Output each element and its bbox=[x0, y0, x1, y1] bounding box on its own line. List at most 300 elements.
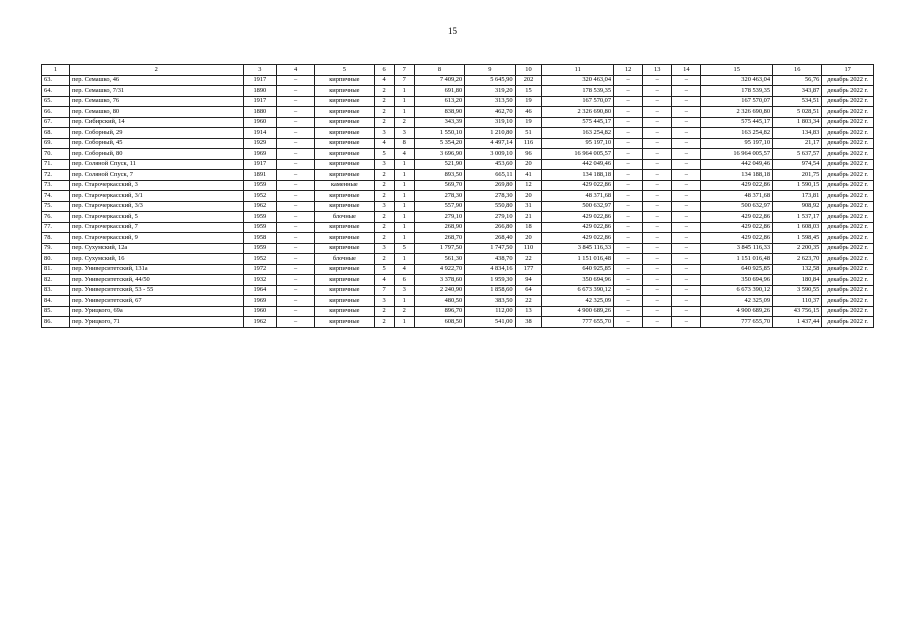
cell-unit-cost: 56,76 bbox=[773, 75, 822, 86]
cell-number: 78. bbox=[42, 233, 70, 244]
cell-residents: 64 bbox=[515, 285, 542, 296]
cell-number: 82. bbox=[42, 275, 70, 286]
cell-entrances: 2 bbox=[394, 306, 414, 317]
cell-entrances: 1 bbox=[394, 317, 414, 328]
cell-residents: 22 bbox=[515, 254, 542, 265]
cell-reconstruction-year: – bbox=[277, 191, 315, 202]
table-row bbox=[42, 75, 874, 86]
cell-floors: 3 bbox=[374, 201, 394, 212]
cell-wall-material: кирпичные bbox=[315, 117, 374, 128]
cell-unit-cost: 1 437,44 bbox=[773, 317, 822, 328]
cell-living-area: 268,40 bbox=[465, 233, 515, 244]
cell-address: пер. Урицкого, 69а bbox=[69, 306, 243, 317]
cell-entrances: 1 bbox=[394, 170, 414, 181]
cell-residents: 177 bbox=[515, 264, 542, 275]
cell-deadline: декабрь 2022 г. bbox=[822, 191, 874, 202]
cell-cost-col13: – bbox=[643, 201, 672, 212]
cell-deadline: декабрь 2022 г. bbox=[822, 306, 874, 317]
cell-unit-cost: 134,83 bbox=[773, 128, 822, 139]
cell-floors: 2 bbox=[374, 306, 394, 317]
cell-entrances: 1 bbox=[394, 180, 414, 191]
cell-total-area: 4 922,70 bbox=[414, 264, 464, 275]
cell-cost-col15: 16 964 005,57 bbox=[701, 149, 773, 160]
cell-floors: 2 bbox=[374, 191, 394, 202]
cell-number: 81. bbox=[42, 264, 70, 275]
cell-year: 1959 bbox=[243, 212, 277, 223]
cell-floors: 7 bbox=[374, 285, 394, 296]
cell-cost-col13: – bbox=[643, 254, 672, 265]
cell-deadline: декабрь 2022 г. bbox=[822, 170, 874, 181]
table-header-row bbox=[42, 65, 874, 76]
cell-unit-cost: 110,37 bbox=[773, 296, 822, 307]
header-cell-address: 2 bbox=[69, 65, 243, 76]
header-cell-cost-col12: 12 bbox=[614, 65, 643, 76]
header-cell-unit-cost: 16 bbox=[773, 65, 822, 76]
cell-cost-col15: 429 022,86 bbox=[701, 212, 773, 223]
cell-cost-col14: – bbox=[672, 86, 701, 97]
cell-year: 1952 bbox=[243, 254, 277, 265]
table-row bbox=[42, 222, 874, 233]
cell-cost-col13: – bbox=[643, 159, 672, 170]
cell-residents: 18 bbox=[515, 222, 542, 233]
cell-total-area: 343,39 bbox=[414, 117, 464, 128]
cell-cost-col12: – bbox=[614, 138, 643, 149]
cell-wall-material: кирпичные bbox=[315, 296, 374, 307]
cell-living-area: 4 497,14 bbox=[465, 138, 515, 149]
cell-cost-col12: – bbox=[614, 275, 643, 286]
cell-cost-col15: 429 022,86 bbox=[701, 222, 773, 233]
table-row bbox=[42, 107, 874, 118]
cell-address: пер. Старочеркасский, 9 bbox=[69, 233, 243, 244]
cell-entrances: 4 bbox=[394, 149, 414, 160]
cell-unit-cost: 201,75 bbox=[773, 170, 822, 181]
cell-address: пер. Семашко, 80 bbox=[69, 107, 243, 118]
cell-cost-col15: 4 900 689,26 bbox=[701, 306, 773, 317]
cell-total-cost: 1 151 016,48 bbox=[542, 254, 614, 265]
cell-deadline: декабрь 2022 г. bbox=[822, 86, 874, 97]
cell-residents: 20 bbox=[515, 159, 542, 170]
cell-reconstruction-year: – bbox=[277, 86, 315, 97]
header-cell-number: 1 bbox=[42, 65, 70, 76]
cell-cost-col13: – bbox=[643, 149, 672, 160]
cell-residents: 41 bbox=[515, 170, 542, 181]
cell-cost-col15: 2 326 690,80 bbox=[701, 107, 773, 118]
cell-reconstruction-year: – bbox=[277, 128, 315, 139]
header-cell-wall-material: 5 bbox=[315, 65, 374, 76]
header-cell-cost-col15: 15 bbox=[701, 65, 773, 76]
cell-floors: 3 bbox=[374, 128, 394, 139]
table-row bbox=[42, 191, 874, 202]
cell-deadline: декабрь 2022 г. bbox=[822, 296, 874, 307]
table-row bbox=[42, 306, 874, 317]
cell-residents: 110 bbox=[515, 243, 542, 254]
cell-living-area: 4 834,16 bbox=[465, 264, 515, 275]
cell-unit-cost: 5 637,57 bbox=[773, 149, 822, 160]
cell-cost-col12: – bbox=[614, 296, 643, 307]
cell-unit-cost: 974,54 bbox=[773, 159, 822, 170]
cell-floors: 5 bbox=[374, 149, 394, 160]
cell-reconstruction-year: – bbox=[277, 254, 315, 265]
cell-cost-col14: – bbox=[672, 149, 701, 160]
cell-living-area: 319,20 bbox=[465, 86, 515, 97]
cell-number: 68. bbox=[42, 128, 70, 139]
cell-reconstruction-year: – bbox=[277, 317, 315, 328]
cell-cost-col15: 163 254,82 bbox=[701, 128, 773, 139]
cell-number: 65. bbox=[42, 96, 70, 107]
cell-residents: 38 bbox=[515, 317, 542, 328]
cell-cost-col14: – bbox=[672, 233, 701, 244]
cell-living-area: 266,80 bbox=[465, 222, 515, 233]
cell-living-area: 279,10 bbox=[465, 212, 515, 223]
cell-year: 1960 bbox=[243, 306, 277, 317]
cell-unit-cost: 5 028,51 bbox=[773, 107, 822, 118]
cell-reconstruction-year: – bbox=[277, 138, 315, 149]
cell-reconstruction-year: – bbox=[277, 306, 315, 317]
table-row bbox=[42, 285, 874, 296]
cell-address: пер. Сухумский, 16 bbox=[69, 254, 243, 265]
cell-wall-material: кирпичные bbox=[315, 96, 374, 107]
cell-entrances: 8 bbox=[394, 138, 414, 149]
cell-cost-col14: – bbox=[672, 75, 701, 86]
cell-total-cost: 429 022,86 bbox=[542, 180, 614, 191]
cell-number: 80. bbox=[42, 254, 70, 265]
cell-total-area: 278,30 bbox=[414, 191, 464, 202]
cell-year: 1959 bbox=[243, 243, 277, 254]
cell-floors: 5 bbox=[374, 264, 394, 275]
cell-reconstruction-year: – bbox=[277, 170, 315, 181]
cell-wall-material: кирпичные bbox=[315, 243, 374, 254]
cell-deadline: декабрь 2022 г. bbox=[822, 201, 874, 212]
cell-residents: 19 bbox=[515, 117, 542, 128]
cell-cost-col12: – bbox=[614, 201, 643, 212]
cell-living-area: 278,30 bbox=[465, 191, 515, 202]
cell-reconstruction-year: – bbox=[277, 212, 315, 223]
cell-cost-col12: – bbox=[614, 254, 643, 265]
cell-cost-col14: – bbox=[672, 107, 701, 118]
cell-entrances: 4 bbox=[394, 264, 414, 275]
cell-cost-col14: – bbox=[672, 317, 701, 328]
cell-residents: 19 bbox=[515, 96, 542, 107]
cell-total-cost: 429 022,86 bbox=[542, 212, 614, 223]
cell-entrances: 1 bbox=[394, 107, 414, 118]
cell-unit-cost: 1 590,15 bbox=[773, 180, 822, 191]
cell-reconstruction-year: – bbox=[277, 243, 315, 254]
cell-total-area: 521,90 bbox=[414, 159, 464, 170]
cell-year: 1969 bbox=[243, 149, 277, 160]
cell-year: 1964 bbox=[243, 285, 277, 296]
cell-unit-cost: 43 756,15 bbox=[773, 306, 822, 317]
cell-deadline: декабрь 2022 г. bbox=[822, 117, 874, 128]
cell-floors: 2 bbox=[374, 254, 394, 265]
cell-total-cost: 442 049,46 bbox=[542, 159, 614, 170]
cell-year: 1959 bbox=[243, 180, 277, 191]
cell-residents: 46 bbox=[515, 107, 542, 118]
cell-floors: 2 bbox=[374, 117, 394, 128]
cell-cost-col12: – bbox=[614, 285, 643, 296]
cell-floors: 4 bbox=[374, 138, 394, 149]
table-row bbox=[42, 96, 874, 107]
cell-floors: 2 bbox=[374, 317, 394, 328]
cell-reconstruction-year: – bbox=[277, 296, 315, 307]
cell-unit-cost: 1 803,34 bbox=[773, 117, 822, 128]
cell-cost-col14: – bbox=[672, 285, 701, 296]
header-cell-deadline: 17 bbox=[822, 65, 874, 76]
cell-address: пер. Старочеркасский, 3/3 bbox=[69, 201, 243, 212]
cell-year: 1958 bbox=[243, 233, 277, 244]
cell-living-area: 112,00 bbox=[465, 306, 515, 317]
cell-cost-col12: – bbox=[614, 233, 643, 244]
cell-cost-col12: – bbox=[614, 75, 643, 86]
cell-deadline: декабрь 2022 г. bbox=[822, 96, 874, 107]
cell-unit-cost: 534,51 bbox=[773, 96, 822, 107]
cell-year: 1952 bbox=[243, 191, 277, 202]
cell-cost-col14: – bbox=[672, 191, 701, 202]
cell-living-area: 1 858,60 bbox=[465, 285, 515, 296]
cell-reconstruction-year: – bbox=[277, 222, 315, 233]
cell-total-area: 5 354,20 bbox=[414, 138, 464, 149]
cell-deadline: декабрь 2022 г. bbox=[822, 75, 874, 86]
cell-total-cost: 48 371,68 bbox=[542, 191, 614, 202]
cell-wall-material: кирпичные bbox=[315, 191, 374, 202]
cell-year: 1891 bbox=[243, 170, 277, 181]
cell-deadline: декабрь 2022 г. bbox=[822, 222, 874, 233]
cell-reconstruction-year: – bbox=[277, 117, 315, 128]
cell-unit-cost: 1 608,03 bbox=[773, 222, 822, 233]
cell-total-cost: 6 673 390,12 bbox=[542, 285, 614, 296]
cell-floors: 3 bbox=[374, 159, 394, 170]
cell-unit-cost: 2 200,35 bbox=[773, 243, 822, 254]
cell-unit-cost: 3 590,55 bbox=[773, 285, 822, 296]
cell-address: пер. Старочеркасский, 5 bbox=[69, 212, 243, 223]
header-cell-cost-col13: 13 bbox=[643, 65, 672, 76]
cell-cost-col15: 3 845 116,33 bbox=[701, 243, 773, 254]
cell-year: 1959 bbox=[243, 222, 277, 233]
cell-cost-col15: 320 463,04 bbox=[701, 75, 773, 86]
cell-cost-col15: 429 022,86 bbox=[701, 233, 773, 244]
cell-year: 1914 bbox=[243, 128, 277, 139]
cell-cost-col12: – bbox=[614, 117, 643, 128]
cell-wall-material: кирпичные bbox=[315, 86, 374, 97]
cell-living-area: 453,60 bbox=[465, 159, 515, 170]
cell-wall-material: кирпичные bbox=[315, 233, 374, 244]
cell-cost-col14: – bbox=[672, 201, 701, 212]
cell-cost-col15: 178 539,35 bbox=[701, 86, 773, 97]
cell-cost-col12: – bbox=[614, 159, 643, 170]
cell-number: 77. bbox=[42, 222, 70, 233]
cell-floors: 2 bbox=[374, 107, 394, 118]
cell-total-area: 896,70 bbox=[414, 306, 464, 317]
cell-living-area: 313,50 bbox=[465, 96, 515, 107]
header-cell-living-area: 9 bbox=[465, 65, 515, 76]
cell-deadline: декабрь 2022 г. bbox=[822, 128, 874, 139]
cell-total-cost: 134 188,18 bbox=[542, 170, 614, 181]
cell-entrances: 3 bbox=[394, 128, 414, 139]
cell-cost-col13: – bbox=[643, 96, 672, 107]
cell-total-cost: 575 445,17 bbox=[542, 117, 614, 128]
cell-cost-col13: – bbox=[643, 222, 672, 233]
cell-wall-material: кирпичные bbox=[315, 275, 374, 286]
cell-year: 1960 bbox=[243, 117, 277, 128]
table-row bbox=[42, 212, 874, 223]
cell-cost-col15: 777 655,70 bbox=[701, 317, 773, 328]
cell-cost-col12: – bbox=[614, 212, 643, 223]
cell-total-area: 691,80 bbox=[414, 86, 464, 97]
cell-cost-col14: – bbox=[672, 170, 701, 181]
cell-wall-material: кирпичные bbox=[315, 170, 374, 181]
cell-cost-col13: – bbox=[643, 306, 672, 317]
cell-reconstruction-year: – bbox=[277, 285, 315, 296]
cell-wall-material: кирпичные bbox=[315, 201, 374, 212]
cell-floors: 2 bbox=[374, 233, 394, 244]
cell-total-cost: 3 845 116,33 bbox=[542, 243, 614, 254]
cell-wall-material: кирпичные bbox=[315, 317, 374, 328]
cell-wall-material: каменные bbox=[315, 180, 374, 191]
cell-entrances: 1 bbox=[394, 201, 414, 212]
cell-number: 83. bbox=[42, 285, 70, 296]
cell-total-cost: 500 632,97 bbox=[542, 201, 614, 212]
cell-number: 74. bbox=[42, 191, 70, 202]
cell-cost-col15: 6 673 390,12 bbox=[701, 285, 773, 296]
cell-year: 1969 bbox=[243, 296, 277, 307]
cell-cost-col13: – bbox=[643, 191, 672, 202]
cell-number: 66. bbox=[42, 107, 70, 118]
cell-entrances: 1 bbox=[394, 222, 414, 233]
cell-total-area: 557,90 bbox=[414, 201, 464, 212]
cell-cost-col15: 575 445,17 bbox=[701, 117, 773, 128]
cell-deadline: декабрь 2022 г. bbox=[822, 180, 874, 191]
cell-cost-col13: – bbox=[643, 317, 672, 328]
cell-deadline: декабрь 2022 г. bbox=[822, 212, 874, 223]
cell-number: 69. bbox=[42, 138, 70, 149]
cell-total-area: 561,30 bbox=[414, 254, 464, 265]
cell-wall-material: кирпичные bbox=[315, 306, 374, 317]
cell-residents: 21 bbox=[515, 212, 542, 223]
cell-cost-col15: 500 632,97 bbox=[701, 201, 773, 212]
cell-total-cost: 777 655,70 bbox=[542, 317, 614, 328]
cell-address: пер. Семашко, 46 bbox=[69, 75, 243, 86]
cell-cost-col15: 167 570,07 bbox=[701, 96, 773, 107]
cell-number: 63. bbox=[42, 75, 70, 86]
cell-wall-material: блочные bbox=[315, 212, 374, 223]
cell-number: 75. bbox=[42, 201, 70, 212]
cell-residents: 12 bbox=[515, 180, 542, 191]
cell-cost-col14: – bbox=[672, 296, 701, 307]
table-row bbox=[42, 264, 874, 275]
cell-entrances: 6 bbox=[394, 275, 414, 286]
cell-address: пер. Университетский, 67 bbox=[69, 296, 243, 307]
cell-floors: 2 bbox=[374, 96, 394, 107]
header-cell-cost-col14: 14 bbox=[672, 65, 701, 76]
cell-entrances: 1 bbox=[394, 96, 414, 107]
header-cell-total-cost: 11 bbox=[542, 65, 614, 76]
cell-cost-col13: – bbox=[643, 138, 672, 149]
cell-year: 1929 bbox=[243, 138, 277, 149]
cell-living-area: 550,80 bbox=[465, 201, 515, 212]
cell-year: 1962 bbox=[243, 201, 277, 212]
cell-cost-col12: – bbox=[614, 306, 643, 317]
cell-deadline: декабрь 2022 г. bbox=[822, 138, 874, 149]
cell-total-area: 3 696,90 bbox=[414, 149, 464, 160]
cell-cost-col14: – bbox=[672, 254, 701, 265]
cell-entrances: 1 bbox=[394, 159, 414, 170]
header-cell-total-area: 8 bbox=[414, 65, 464, 76]
cell-wall-material: блочные bbox=[315, 254, 374, 265]
table-row bbox=[42, 170, 874, 181]
cell-total-area: 279,10 bbox=[414, 212, 464, 223]
cell-deadline: декабрь 2022 г. bbox=[822, 275, 874, 286]
cell-wall-material: кирпичные bbox=[315, 128, 374, 139]
cell-address: пер. Урицкого, 71 bbox=[69, 317, 243, 328]
table-row bbox=[42, 296, 874, 307]
cell-entrances: 7 bbox=[394, 75, 414, 86]
cell-deadline: декабрь 2022 г. bbox=[822, 254, 874, 265]
cell-total-cost: 4 900 689,26 bbox=[542, 306, 614, 317]
cell-total-area: 2 240,90 bbox=[414, 285, 464, 296]
cell-cost-col15: 134 188,18 bbox=[701, 170, 773, 181]
cell-unit-cost: 343,87 bbox=[773, 86, 822, 97]
cell-deadline: декабрь 2022 г. bbox=[822, 159, 874, 170]
cell-reconstruction-year: – bbox=[277, 264, 315, 275]
cell-number: 85. bbox=[42, 306, 70, 317]
cell-number: 67. bbox=[42, 117, 70, 128]
cell-cost-col12: – bbox=[614, 96, 643, 107]
cell-reconstruction-year: – bbox=[277, 201, 315, 212]
cell-address: пер. Университетский, 131а bbox=[69, 264, 243, 275]
cell-cost-col14: – bbox=[672, 180, 701, 191]
cell-total-cost: 178 539,35 bbox=[542, 86, 614, 97]
cell-wall-material: кирпичные bbox=[315, 285, 374, 296]
cell-total-area: 613,20 bbox=[414, 96, 464, 107]
cell-floors: 2 bbox=[374, 222, 394, 233]
header-cell-floors: 6 bbox=[374, 65, 394, 76]
cell-total-cost: 163 254,82 bbox=[542, 128, 614, 139]
cell-residents: 20 bbox=[515, 233, 542, 244]
table-row bbox=[42, 128, 874, 139]
cell-residents: 51 bbox=[515, 128, 542, 139]
cell-living-area: 5 645,90 bbox=[465, 75, 515, 86]
cell-floors: 2 bbox=[374, 212, 394, 223]
cell-address: пер. Соляной Спуск, 7 bbox=[69, 170, 243, 181]
cell-entrances: 2 bbox=[394, 117, 414, 128]
cell-cost-col13: – bbox=[643, 233, 672, 244]
cell-cost-col13: – bbox=[643, 107, 672, 118]
cell-address: пер. Университетский, 53 - 55 bbox=[69, 285, 243, 296]
cell-deadline: декабрь 2022 г. bbox=[822, 285, 874, 296]
cell-address: пер. Университетский, 44/50 bbox=[69, 275, 243, 286]
cell-unit-cost: 132,58 bbox=[773, 264, 822, 275]
cell-deadline: декабрь 2022 г. bbox=[822, 264, 874, 275]
cell-entrances: 3 bbox=[394, 285, 414, 296]
table-row bbox=[42, 243, 874, 254]
cell-cost-col13: – bbox=[643, 128, 672, 139]
cell-residents: 20 bbox=[515, 191, 542, 202]
cell-address: пер. Семашко, 7/31 bbox=[69, 86, 243, 97]
cell-entrances: 1 bbox=[394, 233, 414, 244]
cell-number: 71. bbox=[42, 159, 70, 170]
cell-address: пер. Соборный, 29 bbox=[69, 128, 243, 139]
cell-cost-col15: 350 694,96 bbox=[701, 275, 773, 286]
cell-year: 1880 bbox=[243, 107, 277, 118]
cell-total-cost: 429 022,86 bbox=[542, 222, 614, 233]
cell-residents: 15 bbox=[515, 86, 542, 97]
table-row bbox=[42, 317, 874, 328]
cell-living-area: 319,10 bbox=[465, 117, 515, 128]
cell-total-area: 268,70 bbox=[414, 233, 464, 244]
cell-cost-col13: – bbox=[643, 243, 672, 254]
cell-total-area: 1 797,50 bbox=[414, 243, 464, 254]
cell-unit-cost: 180,84 bbox=[773, 275, 822, 286]
cell-number: 79. bbox=[42, 243, 70, 254]
